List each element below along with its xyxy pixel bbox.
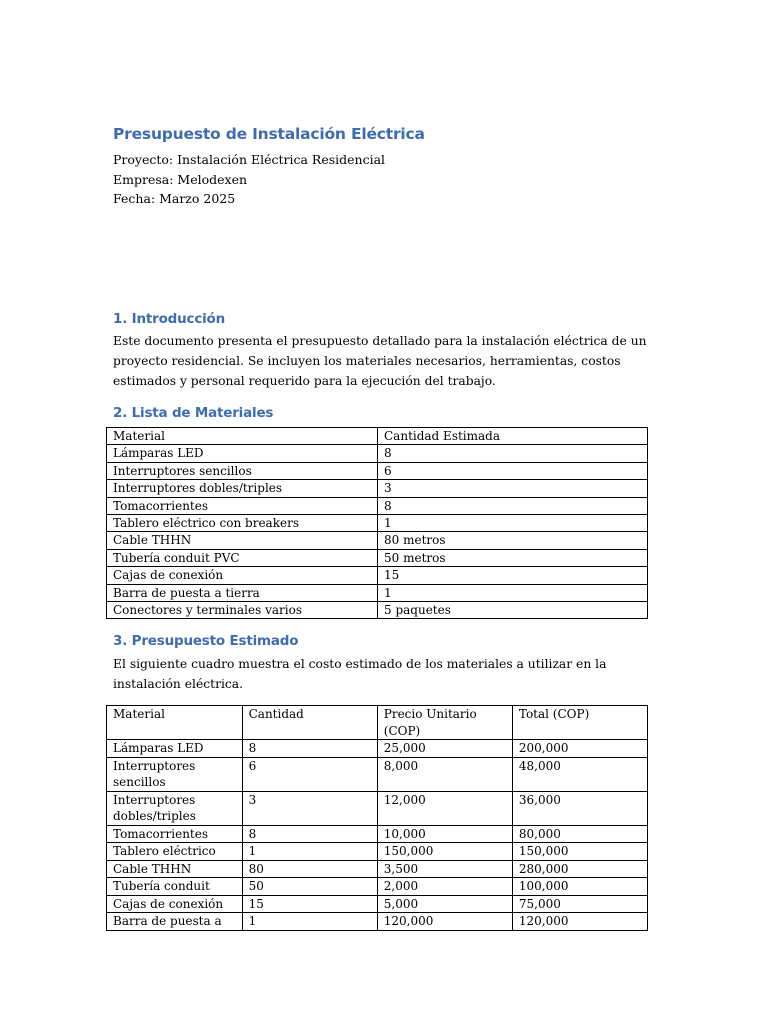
table-cell: 200,000 — [512, 740, 647, 758]
table-cell: 48,000 — [512, 757, 647, 791]
table-cell: 25,000 — [377, 740, 512, 758]
table-cell: Barra de puesta a tierra — [107, 584, 378, 601]
table-cell: 8,000 — [377, 757, 512, 791]
table-cell: 1 — [378, 584, 648, 601]
table-row — [107, 757, 648, 791]
budget-paragraph: El siguiente cuadro muestra el costo estimado de los materiales a utilizar en la instalación eléctrica. — [113, 657, 607, 691]
budget-heading: 3. Presupuesto Estimado — [113, 633, 299, 649]
table-cell: Conectores y terminales varios — [107, 601, 378, 618]
table-cell: 1 — [242, 843, 377, 861]
table-row — [107, 514, 648, 531]
table-row — [107, 791, 648, 825]
table-header-cell: Material — [107, 706, 243, 740]
table-row — [107, 497, 648, 514]
table-header-cell: Cantidad — [242, 706, 377, 740]
table-cell: 120,000 — [512, 913, 647, 931]
project-line: Proyecto: Instalación Eléctrica Residencial — [113, 152, 386, 167]
table-cell: 3 — [378, 480, 648, 497]
table-row — [107, 584, 648, 601]
table-cell: 3 — [242, 791, 377, 825]
table-cell: 8 — [378, 497, 648, 514]
table-row — [107, 825, 648, 843]
table-cell: 6 — [242, 757, 377, 791]
table-row — [107, 462, 648, 479]
table-cell: 8 — [242, 740, 377, 758]
materials-heading: 2. Lista de Materiales — [113, 405, 274, 421]
table-cell: 75,000 — [512, 895, 647, 913]
table-cell: 36,000 — [512, 791, 647, 825]
table-cell: Tubería conduit PVC — [107, 549, 378, 566]
table-cell: 100,000 — [512, 878, 647, 896]
table-row — [107, 480, 648, 497]
table-header-cell: Material — [107, 428, 378, 445]
table-row — [107, 895, 648, 913]
table-cell: 80 metros — [378, 532, 648, 549]
table-row — [107, 860, 648, 878]
table-cell: Cable THHN — [107, 860, 243, 878]
table-header-row — [107, 428, 648, 445]
document-title: Presupuesto de Instalación Eléctrica — [113, 125, 425, 143]
intro-paragraph: Este documento presenta el presupuesto detallado para la instalación eléctrica de un proyecto residencial. Se incluyen los materiales necesarios, herramientas, costos estimados y personal requerido para la ejecución del trabajo. — [113, 334, 647, 388]
table-header-cell: Precio Unitario (COP) — [377, 706, 512, 740]
table-cell: Lámparas LED — [107, 740, 243, 758]
table-cell: Interruptores sencillos — [107, 462, 378, 479]
table-cell: 5 paquetes — [378, 601, 648, 618]
table-row — [107, 532, 648, 549]
table-cell: 15 — [378, 567, 648, 584]
table-row — [107, 843, 648, 861]
table-cell: Cajas de conexión — [107, 895, 243, 913]
table-row — [107, 445, 648, 462]
table-cell: 15 — [242, 895, 377, 913]
table-cell: 6 — [378, 462, 648, 479]
table-cell: 3,500 — [377, 860, 512, 878]
table-cell: Cable THHN — [107, 532, 378, 549]
budget-table — [106, 705, 648, 931]
table-cell: 120,000 — [377, 913, 512, 931]
table-cell: 150,000 — [377, 843, 512, 861]
table-cell: Tomacorrientes — [107, 497, 378, 514]
table-cell: 2,000 — [377, 878, 512, 896]
table-cell: Tablero eléctrico con breakers — [107, 514, 378, 531]
table-cell: Barra de puesta a — [107, 913, 243, 931]
table-header-cell: Total (COP) — [512, 706, 647, 740]
table-row — [107, 601, 648, 618]
table-cell: Tubería conduit — [107, 878, 243, 896]
table-cell: 10,000 — [377, 825, 512, 843]
table-cell: Tablero eléctrico — [107, 843, 243, 861]
table-cell: 12,000 — [377, 791, 512, 825]
table-cell: 5,000 — [377, 895, 512, 913]
document-meta — [113, 150, 385, 209]
table-cell: 1 — [378, 514, 648, 531]
company-line: Empresa: Melodexen — [113, 171, 248, 187]
table-row — [107, 740, 648, 758]
table-cell: Interruptores dobles/triples — [107, 480, 378, 497]
table-cell: 8 — [242, 825, 377, 843]
table-cell: 280,000 — [512, 860, 647, 878]
table-cell: 1 — [242, 913, 377, 931]
table-row — [107, 913, 648, 931]
table-cell: 8 — [378, 445, 648, 462]
table-cell: Lámparas LED — [107, 445, 378, 462]
table-header-row — [107, 706, 648, 740]
table-cell: 50 — [242, 878, 377, 896]
table-cell: 150,000 — [512, 843, 647, 861]
table-row — [107, 549, 648, 566]
table-row — [107, 878, 648, 896]
table-header-cell: Cantidad Estimada — [378, 428, 648, 445]
materials-table — [106, 427, 648, 619]
table-cell: Cajas de conexión — [107, 567, 378, 584]
table-cell: 80 — [242, 860, 377, 878]
table-cell: Tomacorrientes — [107, 825, 243, 843]
table-cell: Interruptores sencillos — [107, 757, 243, 791]
table-cell: 80,000 — [512, 825, 647, 843]
intro-heading: 1. Introducción — [113, 311, 226, 327]
table-cell: 50 metros — [378, 549, 648, 566]
date-line: Fecha: Marzo 2025 — [113, 191, 236, 206]
table-cell: Interruptores dobles/triples — [107, 791, 243, 825]
table-row — [107, 567, 648, 584]
